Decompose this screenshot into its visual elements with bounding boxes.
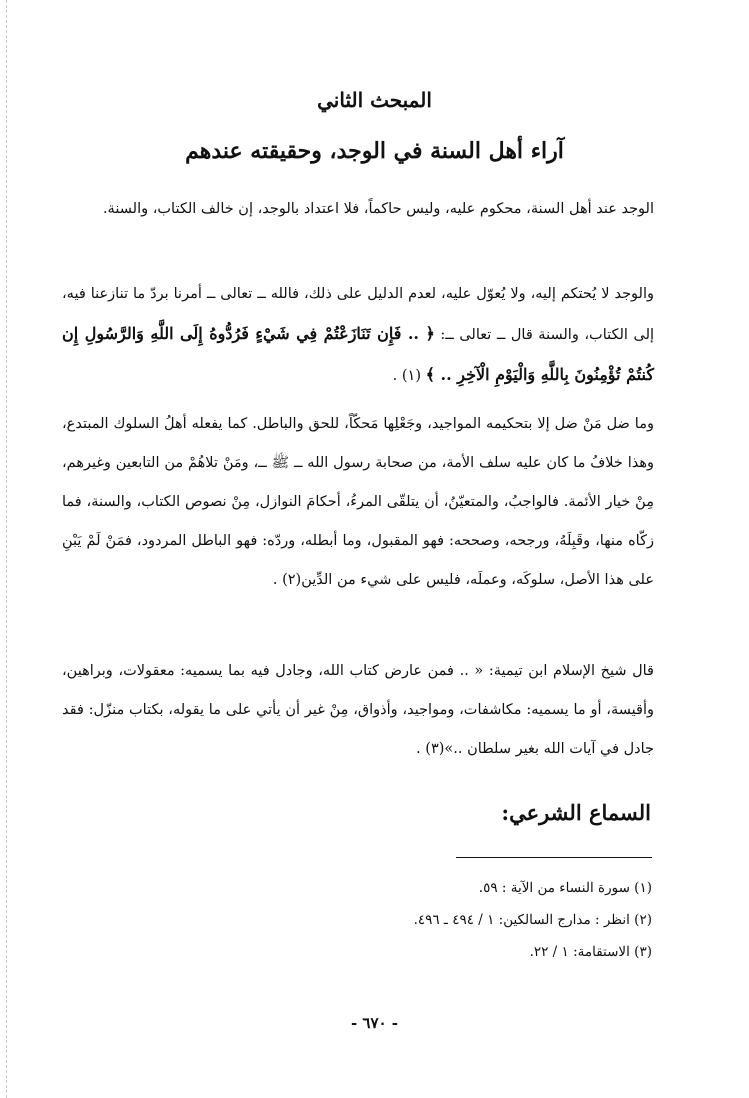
sub-heading: السماع الشرعي: bbox=[501, 800, 651, 825]
footnote-2: (٢) انظر : مدارج السالكين: ١ / ٤٩٤ ـ ٤٩٦. bbox=[413, 912, 652, 928]
paragraph-3: وما ضل مَنْ ضل إلا بتحكيمه المواجيد، وجَعْلِها مَحكّاً، للحق والباطل. كما يفعله أهلُ السلوك المبتدع، وهذا خلافُ ما كان عليه سلف الأمة، من صحابة رسول الله ــ ﷺ ــ، ومَنْ تلاهُمْ من التابعين وغيرهم، مِنْ خيار الأئمة. فالواجبُ، والمتعيّنُ، أن يتلقّى المرءُ، أحكامَ النوازل، مِنْ نصوص الكتاب، والسنة، فما زكّاه منها، وقَبِلَهُ، ورجحه، وصححه: فهو المقبول، وما أبطله، وردّه: فهو الباطل المردود، فمَنْ لَمْ يَبْنِ على هذا الأصل، سلوكَه، وعملَه، فليس على شيء من الدِّين(٢) . bbox=[62, 416, 654, 588]
quran-verse: ﴿ .. فَإِن تَنَازَعْتُمْ فِي شَيْءٍ فَرُدُّوهُ إِلَى اللَّهِ وَالرَّسُولِ إِن كُنتُمْ تُؤْمِنُونَ بِاللَّهِ وَالْيَوْمِ الْآخِرِ .. ﴾ bbox=[62, 324, 654, 384]
paragraph-4: قال شيخ الإسلام ابن تيمية: « .. فمن عارض كتاب الله، وجادل فيه بما يسميه: معقولات، وبراهين، وأقيسة، أو ما يسميه: مكاشفات، ومواجيد، وأذواق، مِنْ غير أن يأتي على ما يقوله، بكتاب منزّل: فقد جادل في آيات الله بغير سلطان ..»(٣) . bbox=[62, 663, 654, 757]
main-title: آراء أهل السنة في الوجد، وحقيقته عندهم bbox=[185, 138, 564, 164]
paragraph-2 bbox=[62, 275, 654, 396]
footnote-divider bbox=[456, 857, 652, 858]
paragraph-2-text: والوجد لا يُحتكم إليه، ولا يُعوّل عليه، لعدم الدليل على ذلك، فالله ــ تعالى ــ أمرنا بردّ ما تنازعنا فيه، إلى الكتاب، والسنة قال ــ تعالى ــ: bbox=[62, 286, 655, 343]
footnotes bbox=[200, 872, 652, 968]
footnote-ref-1: (١) . bbox=[392, 368, 421, 384]
page-number: - ٦٧٠ - bbox=[350, 1014, 399, 1032]
footnote-1: (١) سورة النساء من الآية : ٥٩. bbox=[478, 880, 652, 896]
paragraph-1: الوجد عند أهل السنة، محكوم عليه، وليس حاكماً، فلا اعتداد بالوجد، إن خالف الكتاب، والسنة. bbox=[102, 201, 654, 217]
footnote-3: (٣) الاستقامة: ١ / ٢٢. bbox=[529, 944, 652, 960]
section-title: المبحث الثاني bbox=[317, 88, 432, 112]
